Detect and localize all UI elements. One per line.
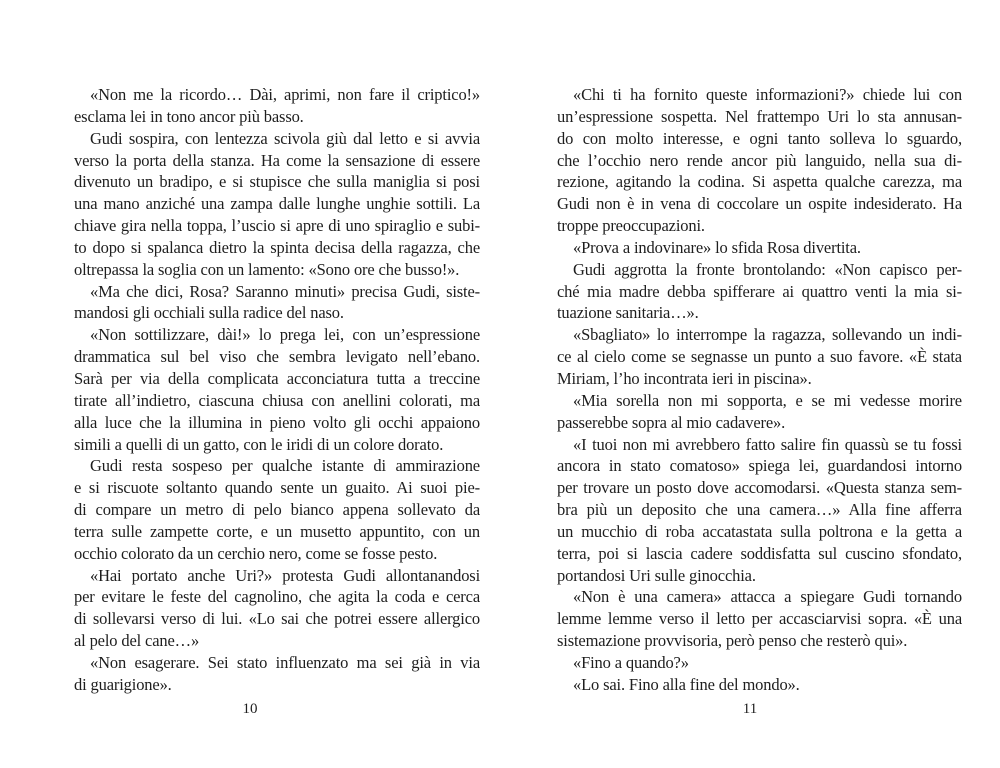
text-line: rezione, agitando la codina. Si aspetta qualche carezza, ma [557, 172, 962, 192]
text-line: to dopo si spalanca dietro la spinta decisa della ragazza, che [74, 237, 480, 257]
text-line: «Hai portato anche Uri?» protesta Gudi allontanandosi [90, 565, 480, 585]
text-line: «Mia sorella non mi sopporta, e se mi vedesse morire [573, 390, 962, 410]
text-line: Gudi resta sospeso per qualche istante di ammirazione [90, 456, 480, 476]
text-line: drammatica sul bel viso che sembra levigato nell’ebano. [74, 347, 480, 367]
text-line: troppe preoccupazioni. [557, 216, 705, 236]
text-line: di guarigione». [74, 674, 172, 694]
text-line: oltrepassa la soglia con un lamento: «Sono ore che busso!». [74, 259, 460, 279]
text-line: «Non è una camera» attacca a spiegare Gudi tornando [573, 587, 962, 607]
page-right-text [557, 84, 962, 696]
text-line: verso la porta della stanza. Ha come la sensazione di essere [74, 150, 480, 170]
page-number-left: 10 [242, 701, 258, 717]
text-line: che l’occhio nero rende ancor più languido, nella sua di- [557, 150, 962, 170]
text-line: terra sulle zampette corte, e un musetto appuntito, con un [74, 521, 480, 541]
text-line: tirate all’indietro, ciascuna chiusa con anellini colorati, ma [74, 390, 480, 410]
text-line: Sarà per via della complicata acconciatura tutta a treccine [74, 368, 480, 388]
text-line: «Chi ti ha fornito queste informazioni?» chiede lui con [573, 85, 962, 104]
text-line: «Lo sai. Fino alla fine del mondo». [573, 674, 800, 694]
text-line: «Non esagerare. Sei stato influenzato ma sei già in via [90, 652, 480, 672]
text-line: portandosi Uri sulle ginocchia. [557, 565, 756, 585]
text-line: lemme lemme verso il letto per accasciarvisi sopra. «È una [557, 609, 962, 629]
text-line: mandosi gli occhiali sulla radice del naso. [74, 303, 344, 323]
text-line: per evitare le feste del cagnolino, che agita la coda e cerca [74, 587, 480, 607]
text-line: ancora in stato comatoso» spiega lei, guardandosi intorno [557, 456, 962, 476]
text-line: Gudi aggrotta la fronte brontolando: «Non capisco per- [573, 259, 962, 279]
text-line: un’espressione sospetta. Nel frattempo Uri lo sta annusan- [557, 106, 962, 126]
text-line: simili a quelli di un gatto, con le iridi di un colore dorato. [74, 434, 444, 454]
text-line: chiave gira nella toppa, l’uscio si apre di uno spiraglio e subi- [74, 216, 480, 236]
text-line: una mano anziché una zampa dalle lunghe unghie sottili. La [74, 194, 480, 214]
text-line: terra, poi si lascia cadere soddisfatta sul cuscino sfondato, [557, 543, 962, 563]
text-line: alla luce che la illumina in pieno volto gli occhi appaiono [74, 412, 480, 432]
text-line: un mucchio di roba accatastata sulla poltrona e la getta a [557, 521, 962, 541]
text-line: «Sbagliato» lo interrompe la ragazza, sollevando un indi- [573, 325, 962, 345]
text-line: «Prova a indovinare» lo sfida Rosa divertita. [573, 237, 861, 257]
text-line: al pelo del cane…» [74, 631, 200, 651]
text-line: per trovare un posto dove accomodarsi. «Questa stanza sem- [557, 478, 962, 498]
text-line: passerebbe sopra al mio cadavere». [557, 412, 786, 432]
text-line: «I tuoi non mi avrebbero fatto salire fin quassù se tu fossi [573, 434, 962, 454]
text-line: «Non sottilizzare, dài!» lo prega lei, con un’espressione [90, 325, 480, 345]
text-line: Miriam, l’ho incontrata ieri in piscina». [557, 368, 812, 388]
text-line: Gudi sospira, con lentezza scivola giù dal letto e si avvia [90, 128, 480, 148]
text-line: bra più un deposito che una camera…» Alla fine afferra [557, 500, 962, 520]
text-line: tuazione sanitaria…». [557, 303, 699, 323]
text-line: occhio colorato da un cerchio nero, come se fosse pesto. [74, 543, 438, 563]
text-line: di sollevarsi verso di lui. «Lo sai che potrei essere allergico [74, 609, 480, 629]
text-line: «Non me la ricordo… Dài, aprimi, non fare il criptico!» [90, 85, 480, 104]
text-line: «Ma che dici, Rosa? Saranno minuti» precisa Gudi, siste- [90, 281, 480, 301]
text-line: «Fino a quando?» [573, 652, 689, 672]
text-line: e si riscuote soltanto quando sente un guaito. Ai suoi pie- [74, 478, 480, 498]
text-line: ce al cielo come se segnasse un punto a suo favore. «È stata [557, 347, 962, 367]
text-line: di compare un metro di pelo bianco appena sollevato da [74, 500, 480, 520]
text-line: do con molto interesse, e ogni tanto solleva lo sguardo, [557, 128, 962, 148]
text-line: esclama lei in tono ancor più basso. [74, 106, 304, 126]
text-line: sistemazione provvisoria, però penso che resterò qui». [557, 631, 908, 651]
page-number-right: 11 [742, 701, 758, 717]
text-line: Gudi non è in vena di coccolare un ospite indesiderato. Ha [557, 194, 962, 214]
text-line: ché mia madre debba spifferare ai quattro venti la mia si- [557, 281, 962, 301]
text-line: divenuto un bradipo, e si stupisce che sulla maniglia si posi [74, 172, 480, 192]
page-left-text [74, 84, 480, 696]
